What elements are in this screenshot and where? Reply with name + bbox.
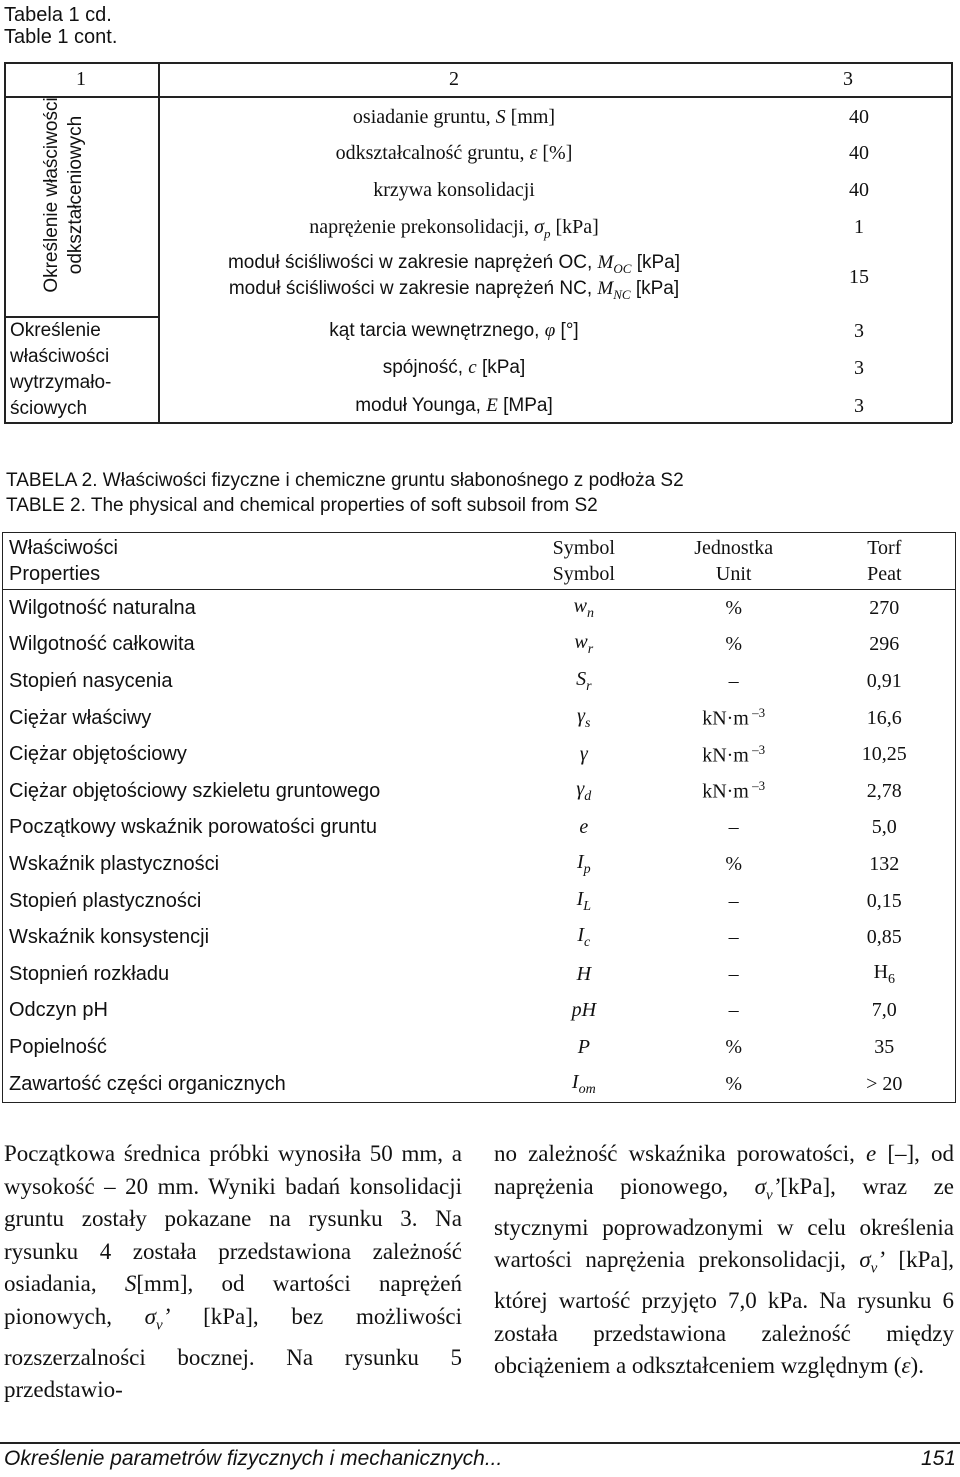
- value-cell: 132: [869, 852, 900, 875]
- unit-cell: –: [728, 669, 739, 692]
- symbol-cell: H: [576, 962, 592, 985]
- group-deformation-label: Określenie właściwości odkształceniowych: [41, 97, 86, 293]
- symbol-cell: $I_c$: [577, 924, 591, 951]
- body-text-right-column: no zależność wskaźnika porowatości, e [–], od naprężenia pionowego, $\sigma_v’[kPa]$, wraz ze stycznymi poprowadzonymi w celu określenia wartości naprężenia prekonsolidacji, $\sigma_v$’ [kPa], której wartość przyjęto 7,0 kPa. Na rysunku 6 została przedstawiona zależność między obciążeniem a odkształceniem względnym (ε).: [494, 1141, 954, 1379]
- param-friction-angle: kąt tarcia wewnętrznego, φ [°]: [329, 320, 579, 341]
- param-young-modulus: moduł Younga, E [MPa]: [355, 395, 553, 416]
- property-cell: Ciężar właściwy: [9, 706, 152, 729]
- body-text-left-column: Początkowa średnica próbki wynosiła 50 mm, a wysokość – 20 mm. Wyniki badań konsolidacji gruntu zostały pokazane na rysunku 3. Na rysunku 4 została przedstawiona zależność osiadania, S[mm], od wartości naprężeń pionowych, $\sigma_v$’ [kPa], bez możliwości rozszerzalności bocznej. Na rysunku 5 przedstawio-: [4, 1141, 462, 1403]
- unit-cell: –: [728, 889, 739, 912]
- footer-divider: [0, 1442, 960, 1444]
- unit-cell: –: [728, 962, 739, 985]
- symbol-cell: $w_r$: [574, 631, 594, 658]
- param-deformability: odkształcalność gruntu, ε [%]: [335, 142, 573, 164]
- table-row: [3, 627, 956, 664]
- unit-cell: –: [728, 926, 739, 949]
- table1-header-3: 3: [843, 68, 853, 90]
- symbol-cell: $I_L$: [576, 887, 592, 914]
- caption-en: TABLE 2. The physical and chemical properties of soft subsoil from S2: [6, 495, 598, 516]
- param-preconsolidation: naprężenie prekonsolidacji, $\sigma_p$ [kPa]: [309, 216, 599, 241]
- table-row: [3, 883, 956, 920]
- table-row: [3, 590, 956, 627]
- table-row: [3, 1029, 956, 1066]
- unit-cell: %: [725, 596, 742, 619]
- running-footer-title: Określenie parametrów fizycznych i mechanicznych...: [4, 1447, 503, 1470]
- header-peat: Torf Peat: [867, 537, 902, 585]
- property-cell: Wilgotność całkowita: [9, 633, 195, 656]
- value-cell: 270: [869, 596, 900, 619]
- value-cell: 0,15: [866, 889, 902, 912]
- property-cell: Początkowy wskaźnik porowatości gruntu: [9, 816, 377, 839]
- value-cell: $H_6$: [873, 960, 896, 987]
- table-header-row: [3, 533, 956, 590]
- table-row: [3, 1066, 956, 1103]
- value-cell: 2,78: [866, 779, 902, 802]
- param-cohesion: spójność, c [kPa]: [382, 357, 526, 378]
- value-cell: 7,0: [871, 999, 897, 1022]
- page-number: 151: [920, 1447, 956, 1470]
- table-row: [3, 663, 956, 700]
- row-value: 40: [849, 142, 869, 164]
- unit-cell: %: [725, 1072, 742, 1095]
- caption-en: Table 1 cont.: [4, 26, 118, 48]
- unit-cell: kN·m $^{-3}$: [702, 778, 766, 804]
- value-cell: 5,0: [871, 816, 897, 839]
- symbol-cell: $\gamma_s$: [577, 704, 591, 731]
- table-1-continuation: [4, 62, 952, 424]
- table-row: [3, 956, 956, 993]
- unit-cell: %: [725, 1035, 742, 1058]
- property-cell: Ciężar objętościowy szkieletu gruntowego: [9, 779, 381, 802]
- value-cell: 16,6: [866, 706, 902, 729]
- table-row: [3, 773, 956, 810]
- group-strength-label: Określenie właściwości wytrzymało-ściowych: [10, 320, 112, 419]
- value-cell: 35: [874, 1035, 895, 1058]
- header-symbol: Symbol Symbol: [552, 537, 615, 585]
- symbol-cell: $w_n$: [573, 594, 594, 621]
- symbol-cell: $\gamma_d$: [576, 777, 592, 804]
- table-row: [3, 919, 956, 956]
- table1-header-2: 2: [449, 68, 459, 90]
- table-continuation-caption: [4, 4, 117, 48]
- header-unit: Jednostka Unit: [694, 537, 774, 585]
- table1-header-1: 1: [76, 68, 86, 90]
- table-2: [2, 532, 956, 1103]
- row-value: 3: [854, 357, 864, 379]
- table-row: [3, 993, 956, 1030]
- value-cell: 296: [869, 633, 900, 656]
- unit-cell: %: [725, 633, 742, 656]
- row-value: 1: [854, 216, 864, 238]
- table-row: [3, 810, 956, 847]
- caption-pl: TABELA 2. Właściwości fizyczne i chemiczne gruntu słabonośnego z podłoża S2: [6, 470, 684, 491]
- unit-cell: kN·m $^{-3}$: [702, 741, 766, 767]
- table-2-caption: [6, 468, 684, 518]
- unit-cell: %: [725, 852, 742, 875]
- value-cell: 0,91: [866, 669, 902, 692]
- param-consolidation-curve: krzywa konsolidacji: [373, 179, 535, 201]
- symbol-cell: e: [579, 816, 589, 839]
- param-modulus-nc: moduł ściśliwości w zakresie naprężeń NC, $M_{NC}$ [kPa]: [228, 278, 680, 302]
- value-cell: > 20: [866, 1072, 903, 1095]
- unit-cell: –: [728, 999, 739, 1022]
- param-settlement: osiadanie gruntu, S [mm]: [352, 106, 556, 128]
- table-row: [3, 736, 956, 773]
- unit-cell: kN·m $^{-3}$: [702, 705, 766, 730]
- symbol-cell: P: [577, 1035, 590, 1058]
- header-properties: Właściwości Properties: [9, 537, 118, 585]
- unit-cell: –: [728, 816, 739, 839]
- property-cell: Ciężar objętościowy: [9, 743, 187, 766]
- property-cell: Wilgotność naturalna: [9, 596, 196, 619]
- symbol-cell: pH: [571, 999, 597, 1022]
- row-value: 15: [849, 266, 869, 288]
- property-cell: Odczyn pH: [9, 999, 108, 1022]
- caption-pl: Tabela 1 cd.: [4, 4, 112, 26]
- property-cell: Wskaźnik konsystencji: [9, 926, 210, 949]
- row-value: 40: [849, 106, 869, 128]
- symbol-cell: $S_r$: [576, 667, 592, 694]
- property-cell: Stopień plastyczności: [9, 889, 202, 912]
- row-value: 3: [854, 395, 864, 417]
- property-cell: Popielność: [9, 1035, 107, 1058]
- property-cell: Stopień nasycenia: [9, 669, 173, 692]
- value-cell: 10,25: [861, 743, 907, 766]
- symbol-cell: γ: [579, 743, 588, 766]
- value-cell: 0,85: [866, 926, 902, 949]
- param-modulus-oc: moduł ściśliwości w zakresie naprężeń OC, $M_{OC}$ [kPa]: [227, 252, 681, 276]
- row-value: 40: [849, 179, 869, 201]
- row-value: 3: [854, 320, 864, 342]
- symbol-cell: $I_p$: [576, 850, 591, 877]
- property-cell: Stopnień rozkładu: [9, 962, 170, 985]
- properties-table: [2, 532, 956, 1103]
- table-row: [3, 846, 956, 883]
- symbol-cell: $I_{om}$: [571, 1070, 596, 1097]
- property-cell: Wskaźnik plastyczności: [9, 852, 220, 875]
- property-cell: Zawartość części organicznych: [9, 1072, 286, 1095]
- table-row: [3, 700, 956, 737]
